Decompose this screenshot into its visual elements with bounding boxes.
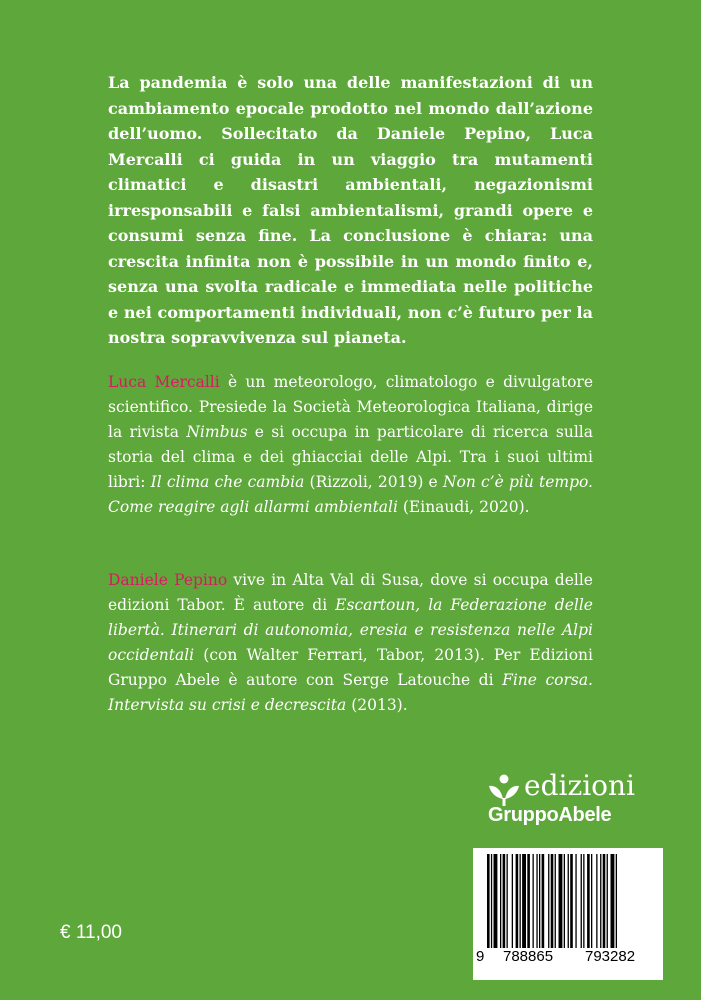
- barcode-bar: [527, 854, 530, 948]
- author-name: Luca Mercalli: [108, 373, 220, 391]
- barcode-bar: [551, 854, 554, 948]
- barcode-bar: [512, 854, 513, 948]
- author-bio-mercalli: [108, 370, 593, 520]
- barcode-bar: [516, 854, 519, 948]
- barcode-bars: [485, 854, 651, 950]
- isbn-lead-digit: 9: [476, 948, 485, 965]
- isbn-barcode: [473, 848, 663, 980]
- book-title: Fine corsa. Intervista su crisi e decrescita: [108, 671, 593, 714]
- barcode-bar: [494, 854, 498, 948]
- isbn-group-left: 788865: [503, 948, 554, 965]
- isbn-number: [473, 946, 663, 972]
- barcode-bar: [616, 854, 617, 948]
- barcode-bar: [555, 854, 556, 948]
- barcode-bar: [520, 854, 521, 948]
- barcode-bar: [522, 854, 526, 948]
- bio-text: e si occupa in particolare di ricerca sulla storia del clima e dei ghiacciai delle Alpi. Tra i suoi ultimi libri:: [108, 423, 593, 491]
- author-name: Daniele Pepino: [108, 571, 228, 589]
- bio-text: vive in Alta Val di Susa, dove si occupa delle edizioni Tabor. È autore di: [108, 571, 593, 614]
- magazine-title: Nimbus: [186, 423, 248, 441]
- isbn-group-right: 793282: [585, 948, 636, 965]
- barcode-bar: [587, 854, 590, 948]
- barcode-bar: [533, 854, 534, 948]
- barcode-bar: [536, 854, 537, 948]
- barcode-bar: [570, 854, 573, 948]
- barcode-bar: [611, 854, 615, 948]
- price-label: € 11,00: [60, 922, 122, 943]
- barcode-bar: [487, 854, 490, 948]
- barcode-bar: [491, 854, 492, 948]
- bio-text: (Einaudi, 2020).: [397, 498, 530, 516]
- barcode-bar: [559, 854, 563, 948]
- barcode-bar: [568, 854, 569, 948]
- barcode-bar: [581, 854, 582, 948]
- bio-text: (Rizzoli, 2019) e: [304, 473, 443, 491]
- bio-text: è un meteorologo, climatologo e divulgatore scientifico. Presiede la Società Meteorologica Italiana, dirige la rivista: [108, 373, 593, 441]
- barcode-bar: [603, 854, 606, 948]
- barcode-bar: [600, 854, 601, 948]
- book-title: Escartoun, la Federazione delle libertà. Itinerari di autonomia, eresia e resistenza nelle Alpi occidentali: [108, 596, 593, 664]
- barcode-bar: [507, 854, 508, 948]
- barcode-bar: [591, 854, 592, 948]
- barcode-bar: [564, 854, 565, 948]
- book-title: Non c’è più tempo. Come reagire agli allarmi ambientali: [108, 473, 593, 516]
- author-bio-pepino: [108, 568, 593, 718]
- barcode-bar: [542, 854, 545, 948]
- publisher-name-line2: GruppoAbele: [488, 804, 612, 826]
- barcode-bar: [539, 854, 540, 948]
- barcode-bar: [548, 854, 549, 948]
- bio-text: (2013).: [346, 696, 408, 714]
- back-cover-blurb: La pandemia è solo una delle manifestazioni di un cambiamento epocale prodotto nel mondo dall’azione dell’uomo. Sollecitato da Daniele Pepino, Luca Mercalli ci guida in un viaggio tra mutamenti climatici e disastri ambientali, negazionismi irresponsabili e falsi ambientalismi, grandi opere e consumi senza fine. La conclusione è chiara: una crescita infinita non è possibile in un mondo finito e, senza una svolta radicale e immediata nelle politiche e nei comportamenti individuali, non c’è futuro per la nostra sopravvivenza sul pianeta.: [108, 73, 593, 347]
- publisher-logo: [486, 770, 646, 830]
- publisher-name-line1: edizioni: [524, 769, 636, 802]
- barcode-bar: [503, 854, 506, 948]
- barcode-bar: [607, 854, 608, 948]
- barcode-bar: [575, 854, 576, 948]
- barcode-bar: [500, 854, 501, 948]
- barcode-bar: [596, 854, 597, 948]
- book-title: Il clima che cambia: [150, 473, 305, 491]
- barcode-bar: [583, 854, 584, 948]
- bio-text: (con Walter Ferrari, Tabor, 2013). Per Edizioni Gruppo Abele è autore con Serge Latouche di: [108, 646, 593, 689]
